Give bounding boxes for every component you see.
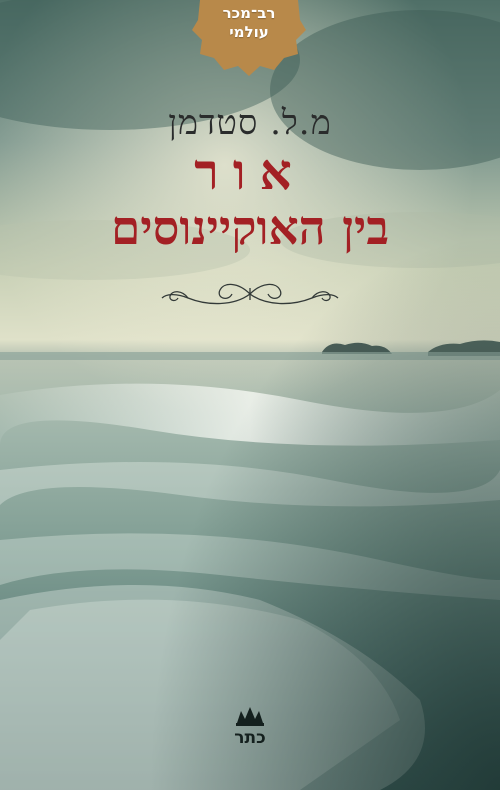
badge-line-1: רב־מכר: [222, 4, 276, 22]
scroll-flourish-icon: [158, 276, 342, 312]
bestseller-badge-text: [200, 4, 298, 42]
title-line-2: בין האוקיינוסים: [110, 201, 390, 256]
publisher-name: כתר: [234, 728, 266, 748]
author-name: מ.ל. סטדמן: [168, 103, 332, 143]
title-line-1: אור: [194, 142, 306, 201]
badge-line-2: עולמי: [229, 23, 269, 41]
